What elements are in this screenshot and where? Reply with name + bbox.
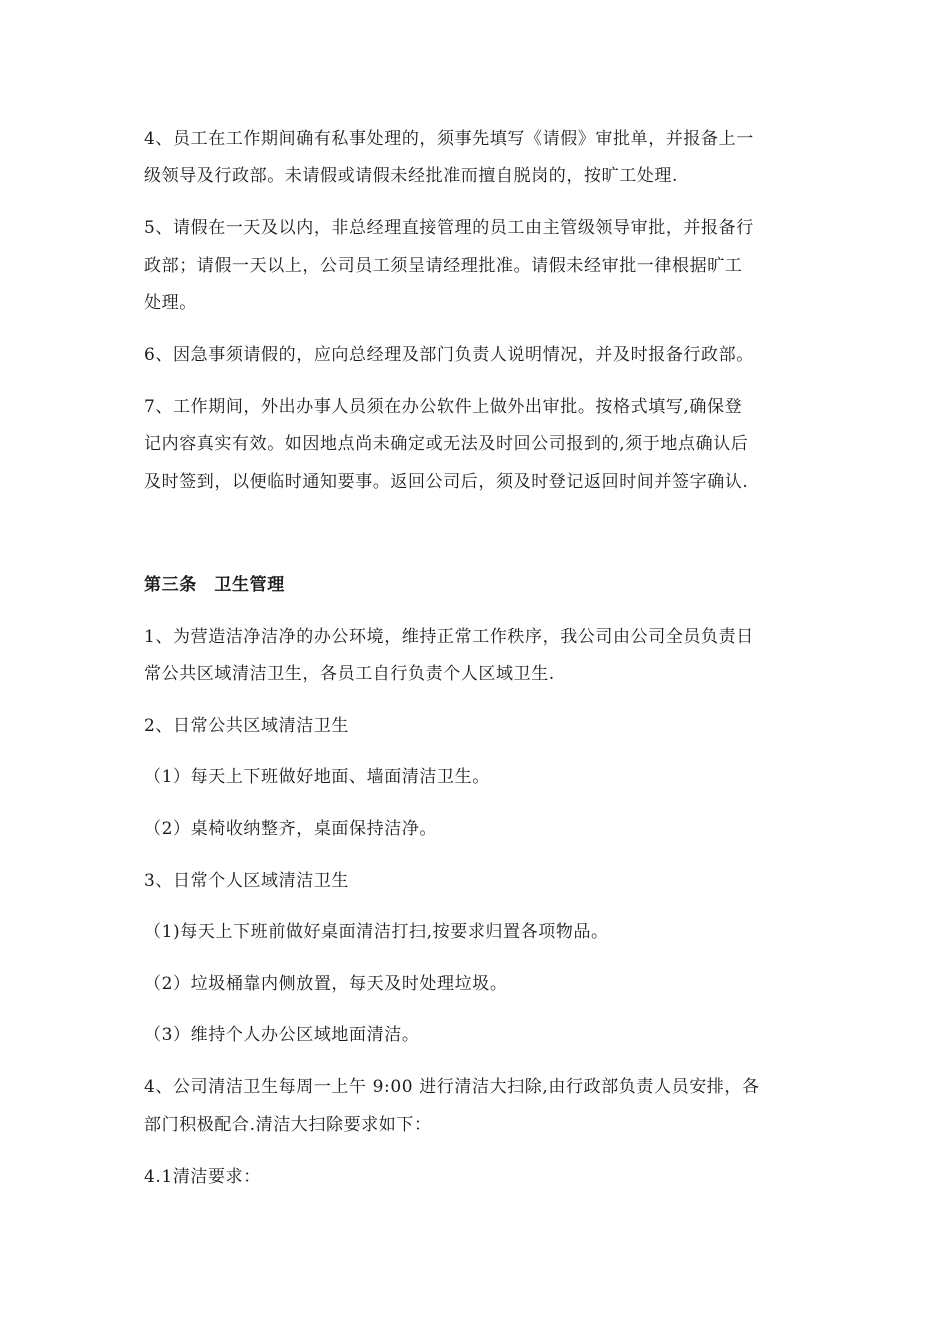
hygiene-item-2: 2、日常公共区域清洁卫生 [144,716,350,736]
item-5-line-1: 5、请假在一天及以内，非总经理直接管理的员工由主管级领导审批，并报备行 [144,218,754,238]
hygiene-item-3: 3、日常个人区域清洁卫生 [144,871,350,891]
hygiene-item-4-line-1: 4、公司清洁卫生每周一上午 9:00 进行清洁大扫除,由行政部负责人员安排，各 [144,1077,760,1097]
hygiene-item-4-line-2: 部门积极配合.清洁大扫除要求如下： [144,1115,432,1135]
hygiene-item-1-line-2: 常公共区域清洁卫生，各员工自行负责个人区域卫生. [144,664,555,684]
hygiene-item-3-2: （2）垃圾桶靠内侧放置，每天及时处理垃圾。 [144,974,508,994]
section-3-heading: 第三条 卫生管理 [144,575,285,595]
item-5-line-2: 政部；请假一天以上，公司员工须呈请经理批准。请假未经审批一律根据旷工 [144,256,743,276]
item-5-line-3: 处理。 [144,293,197,313]
hygiene-item-3-1: （1)每天上下班前做好桌面清洁打扫,按要求归置各项物品。 [144,922,609,942]
item-7-line-3: 及时签到，以便临时通知要事。返回公司后，须及时登记返回时间并签字确认. [144,472,749,492]
hygiene-item-2-2: （2）桌椅收纳整齐，桌面保持洁净。 [144,819,438,839]
item-7-line-1: 7、工作期间，外出办事人员须在办公软件上做外出审批。按格式填写,确保登 [144,397,743,417]
hygiene-item-4-1: 4.1清洁要求： [144,1167,261,1187]
hygiene-item-3-3: （3）维持个人办公区域地面清洁。 [144,1025,420,1045]
item-7-line-2: 记内容真实有效。如因地点尚未确定或无法及时回公司报到的,须于地点确认后 [144,434,749,454]
hygiene-item-2-1: （1）每天上下班做好地面、墙面清洁卫生。 [144,767,490,787]
item-4-line-2: 级领导及行政部。未请假或请假未经批准而擅自脱岗的，按旷工处理. [144,166,679,186]
item-4-line-1: 4、员工在工作期间确有私事处理的，须事先填写《请假》审批单，并报备上一 [144,129,754,149]
item-6-line-1: 6、因急事须请假的，应向总经理及部门负责人说明情况，并及时报备行政部。 [144,345,754,365]
hygiene-item-1-line-1: 1、为营造洁净洁净的办公环境，维持正常工作秩序，我公司由公司全员负责日 [144,627,754,647]
